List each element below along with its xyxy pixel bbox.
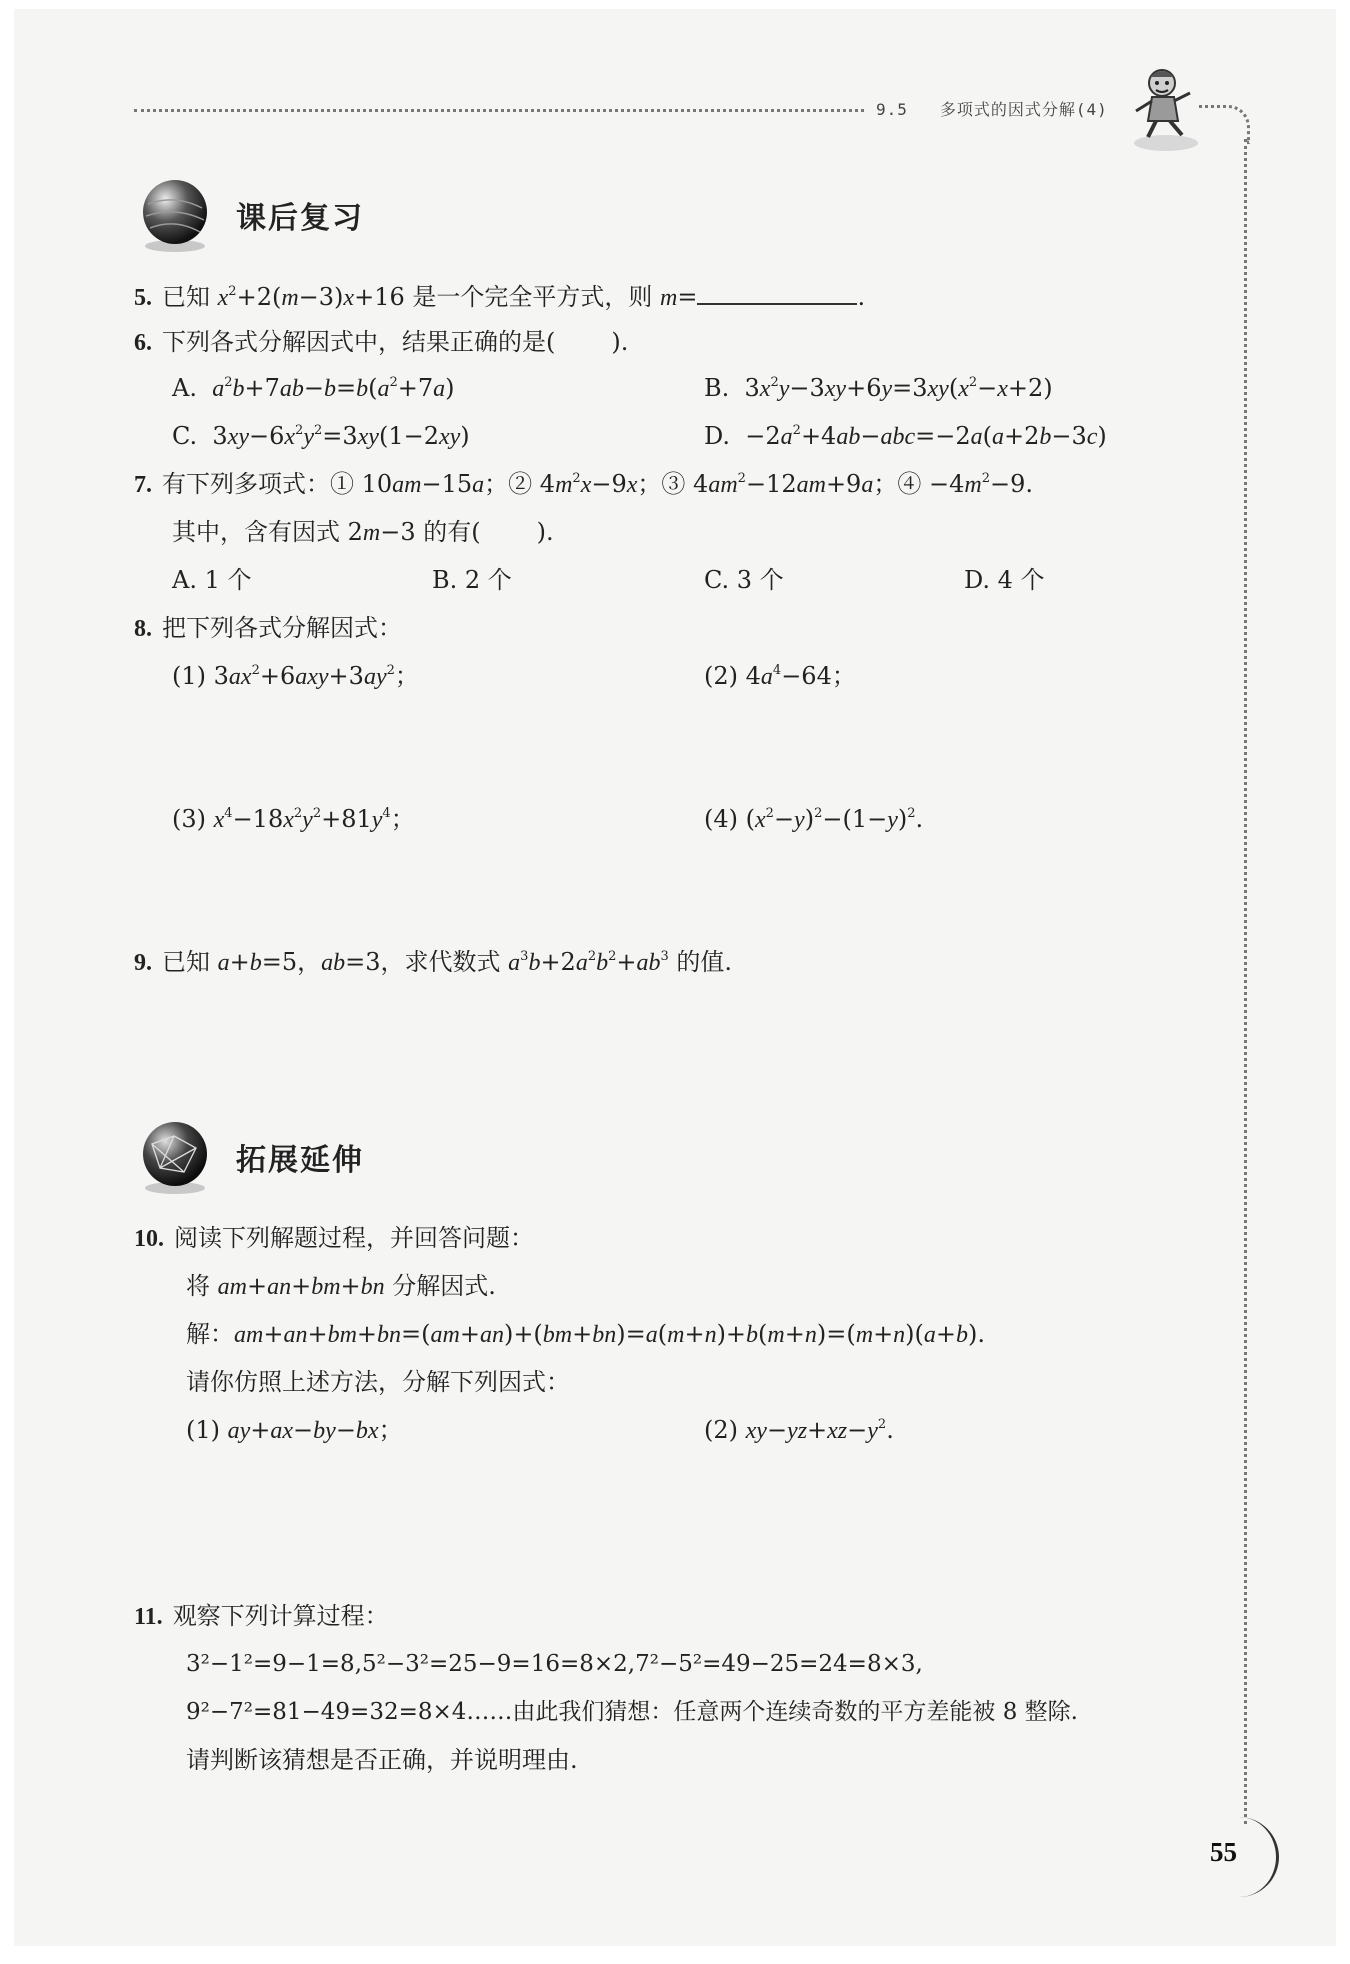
answer-blank[interactable] (697, 281, 857, 305)
subquestion-8-4: (4) $(x^2-y)^2-(1-y)^2$. (704, 805, 924, 833)
question-number: 10. (134, 1226, 164, 1252)
option-6a: A. $a^2b+7ab-b=b(a^2+7a)$ (172, 374, 455, 402)
question-10-solution: 解：am+an+bm+bn=(am+an)+(bm+bn)=a(m+n)+b(m+n)=(m+n)(a+b). (186, 1320, 986, 1348)
question-8 (134, 613, 402, 644)
header-corner-rule (1199, 105, 1250, 144)
question-10-line2: 将 am+an+bm+bn 分解因式. (186, 1272, 496, 1300)
question-text: 其中，含有因式 2 (172, 518, 363, 546)
mascot-icon (1126, 65, 1202, 153)
section-title: 拓展延伸 (236, 1143, 364, 1178)
section-review-heading (134, 175, 364, 255)
running-header (876, 97, 1108, 120)
subquestion-10-2: (2) $xy-yz+xz-y^2$. (704, 1416, 894, 1444)
workbook-page (14, 9, 1336, 1946)
sphere-icon (134, 174, 216, 256)
question-stem: 阅读下列解题过程，并回答问题： (174, 1224, 534, 1252)
question-number: 6. (134, 330, 152, 356)
question-9: 9. 已知 a+b=5，ab=3，求代数式 $a^3b+2a^2b^2+ab^3$ 的值. (134, 948, 733, 976)
question-11-line3: 9²−7²=81−49=32=8×4……由此我们猜想：任意两个连续奇数的平方差能被 8 整除. (186, 1699, 1078, 1725)
question-stem: 有下列多项式： (162, 470, 330, 498)
question-7: 7. 有下列多项式：① 10am−15a；② $4m^2x-9x$；③ $4am^2-12am+9a$；④ $-4m^2-9$. (134, 470, 1033, 498)
question-text: −3 的有( (380, 518, 481, 546)
question-number: 8. (134, 616, 152, 642)
question-number: 9. (134, 950, 152, 976)
header-section-number: 9.5 (876, 100, 908, 119)
question-6: 6. 下列各式分解因式中，结果正确的是( ). (134, 328, 629, 356)
question-stem: 把下列各式分解因式： (162, 614, 402, 642)
option-7d: D. 4 个 (964, 566, 1045, 594)
question-11 (134, 1601, 389, 1632)
globe-network-icon (134, 1116, 216, 1198)
option-7a: A. 1 个 (172, 566, 252, 594)
option-7b: B. 2 个 (432, 566, 512, 594)
question-number: 11. (134, 1604, 163, 1630)
question-10-line4: 请你仿照上述方法，分解下列因式： (186, 1368, 570, 1396)
question-10 (134, 1223, 534, 1254)
page-number: 55 (1210, 1837, 1237, 1867)
option-6d: D. $-2a^2+4ab-abc=-2a(a+2b-3c)$ (704, 422, 1107, 450)
header-dotted-rule (134, 109, 864, 112)
option-6b: B. $3x^2y-3xy+6y=3xy(x^2-x+2)$ (704, 374, 1053, 402)
section-title: 课后复习 (236, 201, 364, 236)
margin-dotted-rule (1244, 139, 1247, 1824)
subquestion-8-3: (3) $x^4-18x^2y^2+81y^4$； (172, 805, 415, 833)
header-title: 多项式的因式分解(4) (939, 100, 1108, 119)
question-11-line4: 请判断该猜想是否正确，并说明理由. (186, 1746, 578, 1774)
option-6c: C. $3xy-6x^2y^2=3xy(1-2xy)$ (172, 422, 470, 450)
subquestion-8-1: (1) $3ax^2+6axy+3ay^2$； (172, 662, 419, 690)
question-7-line2: 其中，含有因式 2m−3 的有( ). (172, 518, 554, 546)
question-stem: 观察下列计算过程： (172, 1602, 389, 1630)
question-stem: 下列各式分解因式中，结果正确的是( (162, 328, 556, 356)
question-11-line2: 3²−1²=9−1=8,5²−3²=25−9=16=8×2,7²−5²=49−25=24=8×3, (186, 1651, 923, 1677)
subquestion-8-2: (2) $4a^4-64$； (704, 662, 856, 690)
question-number: 5. (134, 285, 152, 311)
option-7c: C. 3 个 (704, 566, 784, 594)
section-extension-heading (134, 1117, 364, 1197)
question-number: 7. (134, 472, 152, 498)
question-5: 5. 已知 $x^2+2(m-3)x+16$ 是一个完全平方式，则 m= . (134, 283, 866, 311)
subquestion-10-1: (1) ay+ax−by−bx； (186, 1416, 403, 1444)
